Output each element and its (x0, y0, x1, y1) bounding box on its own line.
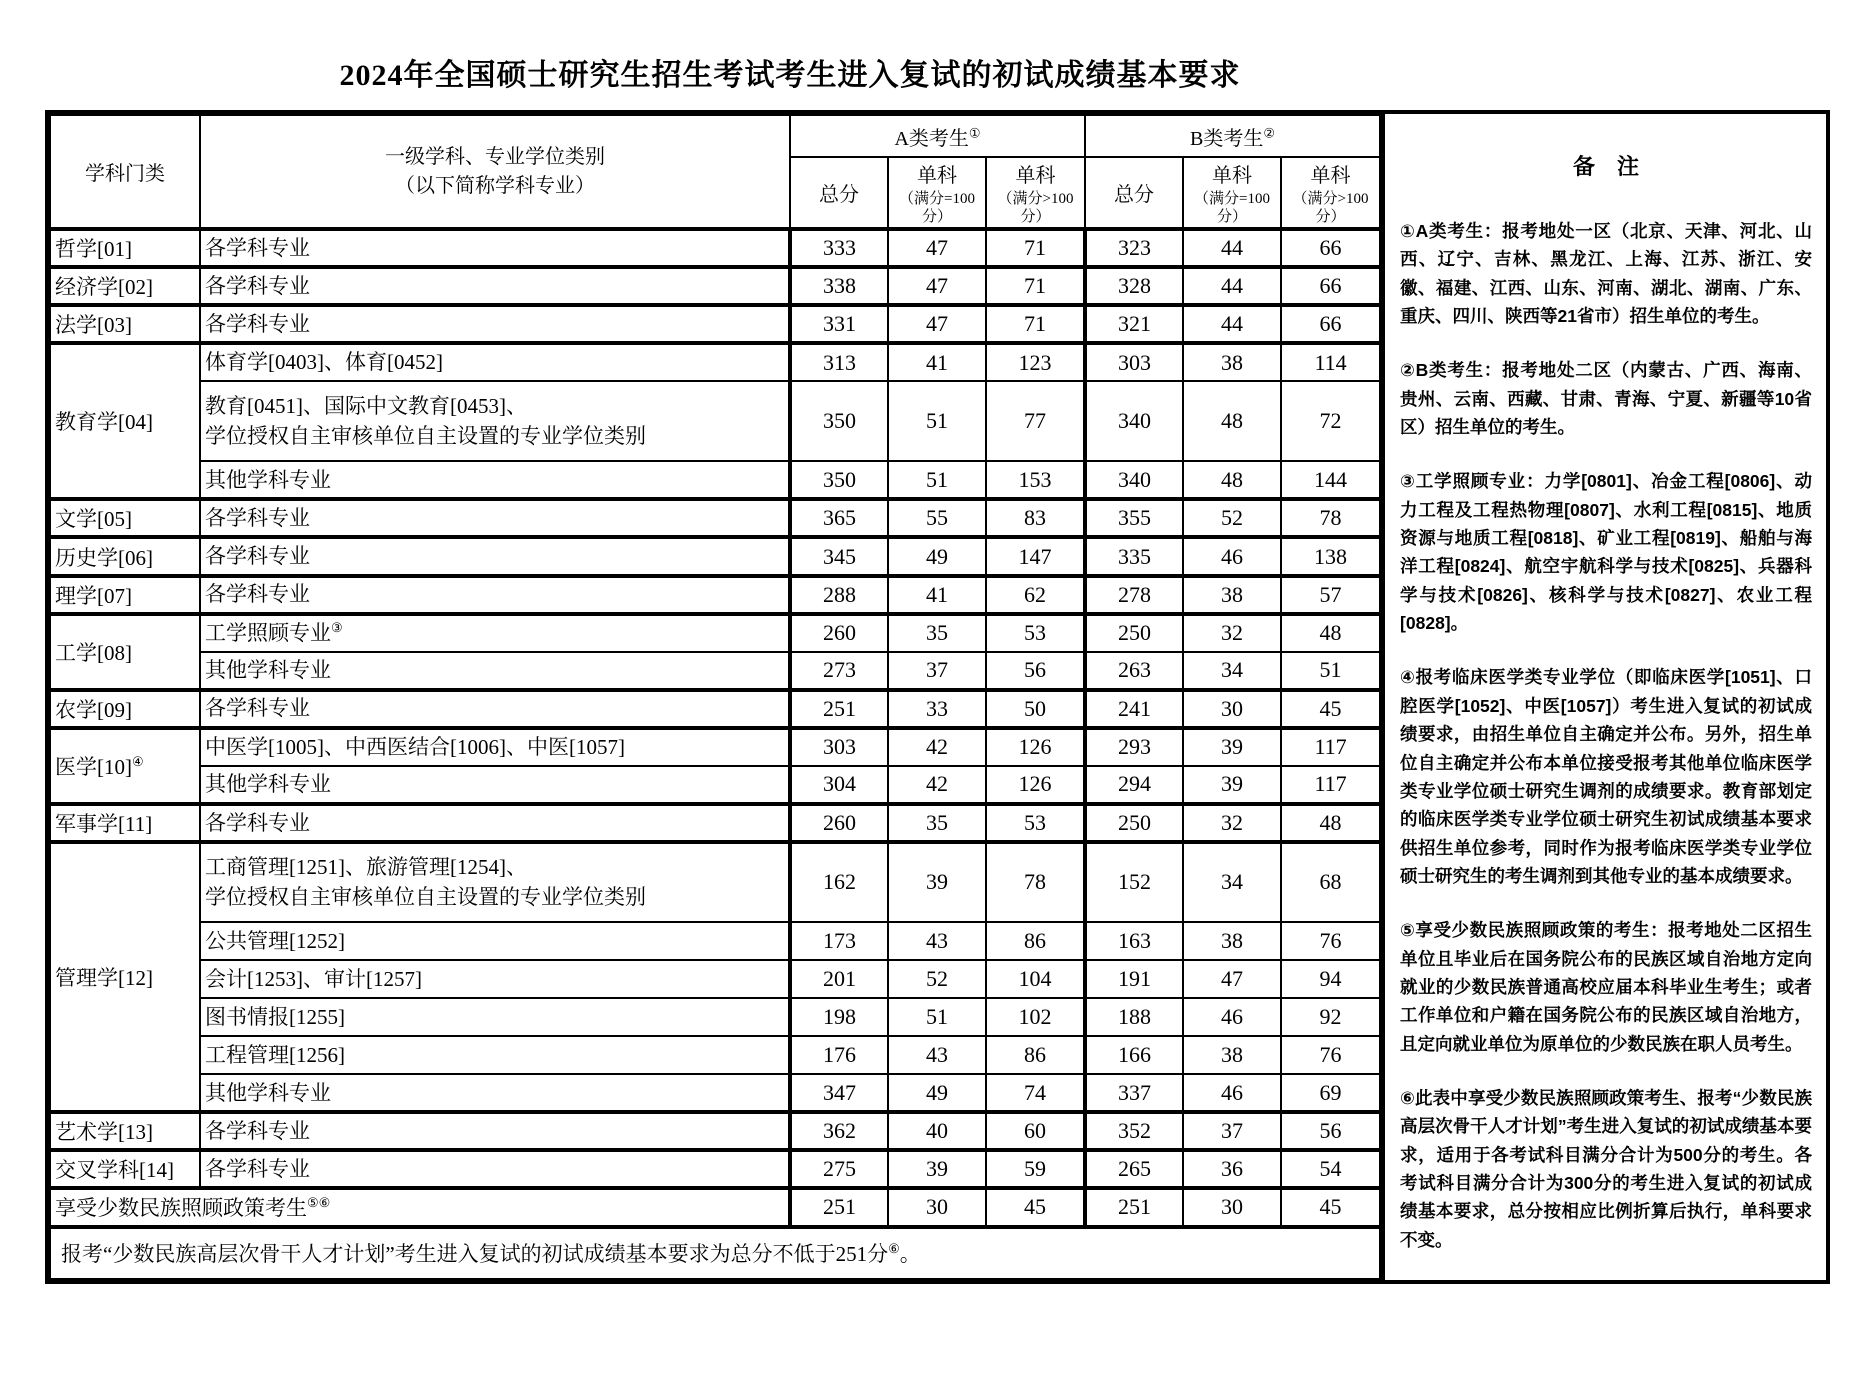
score-b-total: 294 (1085, 766, 1183, 804)
score-b-single100: 30 (1183, 690, 1281, 728)
major-cell: 各学科专业 (200, 1150, 790, 1188)
score-b-single100: 38 (1183, 922, 1281, 960)
header-a-single-eq: 单科 （满分=100分） (888, 157, 986, 229)
score-b-total: 321 (1085, 305, 1183, 343)
table-row (50, 960, 1380, 998)
category-cell: 工学[08] (50, 614, 200, 690)
score-b-single100: 46 (1183, 998, 1281, 1036)
score-a-single100: 49 (888, 1074, 986, 1112)
score-b-total: 251 (1085, 1188, 1183, 1226)
major-cell: 中医学[1005]、中西医结合[1006]、中医[1057] (200, 728, 790, 766)
score-b-total: 337 (1085, 1074, 1183, 1112)
table-row (50, 728, 1380, 766)
score-a-single100: 43 (888, 922, 986, 960)
score-a-total: 273 (790, 652, 888, 690)
score-b-single-gt100: 45 (1281, 1188, 1380, 1226)
category-cell: 交叉学科[14] (50, 1150, 200, 1188)
score-b-total: 265 (1085, 1150, 1183, 1188)
score-a-single-gt100: 77 (986, 381, 1085, 461)
score-b-total: 250 (1085, 614, 1183, 652)
remarks-panel (1381, 114, 1826, 1280)
score-a-total: 260 (790, 614, 888, 652)
score-a-single-gt100: 86 (986, 1036, 1085, 1074)
score-b-single100: 52 (1183, 499, 1281, 537)
table-row (50, 1112, 1380, 1150)
score-b-total: 323 (1085, 229, 1183, 267)
score-a-total: 347 (790, 1074, 888, 1112)
footer-row (50, 1227, 1380, 1279)
table-row (50, 804, 1380, 842)
category-cell: 哲学[01] (50, 229, 200, 267)
table-row (50, 461, 1380, 499)
major-cell: 各学科专业 (200, 537, 790, 575)
score-b-total: 241 (1085, 690, 1183, 728)
score-a-total: 176 (790, 1036, 888, 1074)
note-item: ⑤享受少数民族照顾政策的考生：报考地处二区招生单位且毕业后在国务院公布的民族区域自治地方定向就业的少数民族普通高校应届本科毕业生考生；或者工作单位和户籍在国务院公布的民族区域自治地方，且定向就业单位为原单位的少数民族在职人员考生。 (1400, 920, 1812, 1054)
major-cell: 教育[0451]、国际中文教育[0453]、 学位授权自主审核单位自主设置的专业学位类别 (200, 381, 790, 461)
score-a-total: 362 (790, 1112, 888, 1150)
score-a-single100: 43 (888, 1036, 986, 1074)
table-row (50, 766, 1380, 804)
sup-2: ② (1263, 124, 1276, 140)
table-row (50, 842, 1380, 922)
table-row (50, 998, 1380, 1036)
major-cell: 其他学科专业 (200, 461, 790, 499)
score-b-total: 340 (1085, 381, 1183, 461)
score-b-single100: 34 (1183, 652, 1281, 690)
score-a-total: 331 (790, 305, 888, 343)
score-b-single-gt100: 76 (1281, 922, 1380, 960)
header-b-single-gt: 单科 （满分>100分） (1281, 157, 1380, 229)
score-a-total: 304 (790, 766, 888, 804)
score-b-single-gt100: 114 (1281, 343, 1380, 381)
category-cell: 文学[05] (50, 499, 200, 537)
score-a-single-gt100: 50 (986, 690, 1085, 728)
score-a-single-gt100: 71 (986, 305, 1085, 343)
score-b-total: 303 (1085, 343, 1183, 381)
category-cell: 医学[10]④ (50, 728, 200, 804)
score-a-single100: 41 (888, 576, 986, 614)
category-cell: 管理学[12] (50, 842, 200, 1112)
score-b-single-gt100: 66 (1281, 305, 1380, 343)
score-a-single-gt100: 104 (986, 960, 1085, 998)
score-b-single100: 48 (1183, 461, 1281, 499)
score-a-single100: 40 (888, 1112, 986, 1150)
major-cell: 工商管理[1251]、旅游管理[1254]、 学位授权自主审核单位自主设置的专业学位类别 (200, 842, 790, 922)
score-b-total: 250 (1085, 804, 1183, 842)
score-a-single100: 33 (888, 690, 986, 728)
note-item: ⑥此表中享受少数民族照顾政策考生、报考“少数民族高层次骨干人才计划”考生进入复试的初试成绩基本要求，适用于各考试科目满分合计为500分的考生。各考试科目满分合计为300分的考生进入复试的初试成绩基本要求，总分按相应比例折算后执行，单科要求不变。 (1400, 1087, 1812, 1250)
score-b-single100: 30 (1183, 1188, 1281, 1226)
score-b-single-gt100: 144 (1281, 461, 1380, 499)
major-cell: 各学科专业 (200, 576, 790, 614)
table-row (50, 922, 1380, 960)
score-b-total: 335 (1085, 537, 1183, 575)
score-a-single-gt100: 126 (986, 766, 1085, 804)
score-table-body (50, 229, 1380, 1227)
score-a-single-gt100: 153 (986, 461, 1085, 499)
header-a-total: 总分 (790, 157, 888, 229)
score-b-single-gt100: 78 (1281, 499, 1380, 537)
score-a-single-gt100: 83 (986, 499, 1085, 537)
score-b-single-gt100: 54 (1281, 1150, 1380, 1188)
score-b-single-gt100: 69 (1281, 1074, 1380, 1112)
score-requirements-table (45, 110, 1830, 1284)
score-a-total: 162 (790, 842, 888, 922)
major-cell: 各学科专业 (200, 804, 790, 842)
table-row (50, 576, 1380, 614)
table-row (50, 1036, 1380, 1074)
major-cell: 其他学科专业 (200, 766, 790, 804)
table-row (50, 267, 1380, 305)
table-row (50, 690, 1380, 728)
score-a-total: 338 (790, 267, 888, 305)
score-a-single100: 41 (888, 343, 986, 381)
score-a-single-gt100: 74 (986, 1074, 1085, 1112)
score-b-single100: 47 (1183, 960, 1281, 998)
category-cell: 历史学[06] (50, 537, 200, 575)
sup-1: ① (968, 124, 981, 140)
table-row (50, 1074, 1380, 1112)
major-cell: 其他学科专业 (200, 652, 790, 690)
score-b-total: 191 (1085, 960, 1183, 998)
superscript: ⑤⑥ (307, 1195, 331, 1211)
score-a-total: 365 (790, 499, 888, 537)
score-a-total: 313 (790, 343, 888, 381)
category-cell: 法学[03] (50, 305, 200, 343)
score-b-single-gt100: 76 (1281, 1036, 1380, 1074)
score-a-single-gt100: 102 (986, 998, 1085, 1036)
score-a-single-gt100: 60 (986, 1112, 1085, 1150)
score-b-total: 163 (1085, 922, 1183, 960)
table-row (50, 537, 1380, 575)
score-b-single100: 32 (1183, 804, 1281, 842)
score-a-single100: 35 (888, 804, 986, 842)
score-a-single100: 37 (888, 652, 986, 690)
superscript: ④ (132, 753, 144, 769)
score-b-total: 328 (1085, 267, 1183, 305)
score-a-total: 251 (790, 1188, 888, 1226)
score-b-single100: 32 (1183, 614, 1281, 652)
table-row (50, 1188, 1380, 1226)
major-cell: 工学照顾专业③ (200, 614, 790, 652)
score-b-single100: 38 (1183, 576, 1281, 614)
score-b-total: 340 (1085, 461, 1183, 499)
score-b-total: 278 (1085, 576, 1183, 614)
score-b-total: 352 (1085, 1112, 1183, 1150)
score-a-single-gt100: 78 (986, 842, 1085, 922)
score-a-single-gt100: 71 (986, 229, 1085, 267)
superscript: ③ (331, 619, 343, 635)
category-cell: 理学[07] (50, 576, 200, 614)
header-b-single-eq: 单科 （满分=100分） (1183, 157, 1281, 229)
table-row (50, 343, 1380, 381)
score-table (49, 114, 1381, 1280)
score-b-total: 263 (1085, 652, 1183, 690)
score-b-single-gt100: 48 (1281, 614, 1380, 652)
score-a-single-gt100: 86 (986, 922, 1085, 960)
score-b-single-gt100: 66 (1281, 267, 1380, 305)
table-row (50, 499, 1380, 537)
score-b-single-gt100: 72 (1281, 381, 1380, 461)
score-a-total: 198 (790, 998, 888, 1036)
category-cell: 农学[09] (50, 690, 200, 728)
score-a-single100: 55 (888, 499, 986, 537)
header-group-row (50, 115, 1380, 157)
major-cell: 公共管理[1252] (200, 922, 790, 960)
score-a-total: 288 (790, 576, 888, 614)
major-cell: 图书情报[1255] (200, 998, 790, 1036)
header-major (200, 115, 790, 229)
score-table-header (50, 115, 1380, 229)
score-b-single100: 39 (1183, 766, 1281, 804)
score-a-single-gt100: 59 (986, 1150, 1085, 1188)
score-a-single100: 30 (888, 1188, 986, 1226)
score-a-single-gt100: 56 (986, 652, 1085, 690)
major-cell: 会计[1253]、审计[1257] (200, 960, 790, 998)
score-a-total: 275 (790, 1150, 888, 1188)
note-item: ④报考临床医学类专业学位（即临床医学[1051]、口腔医学[1052]、中医[1057]）考生进入复试的初试成绩要求，由招生单位自主确定并公布。另外，招生单位自主确定并公布本单位接受报考其他单位临床医学类专业学位硕士研究生调剂的成绩要求。教育部划定的临床医学类专业学位硕士研究生初试成绩基本要求供招生单位参考，同时作为报考临床医学类专业学位硕士研究生的考生调剂到其他专业的基本成绩要求。 (1400, 667, 1812, 886)
header-major-line2: （以下简称学科专业） (395, 174, 595, 197)
score-a-single100: 39 (888, 842, 986, 922)
score-b-total: 166 (1085, 1036, 1183, 1074)
score-b-single100: 46 (1183, 537, 1281, 575)
score-b-single100: 38 (1183, 1036, 1281, 1074)
note-item: ②B类考生：报考地处二区（内蒙古、广西、海南、贵州、云南、西藏、甘肃、青海、宁夏、新疆等10省区）招生单位的考生。 (1400, 360, 1812, 438)
major-cell: 各学科专业 (200, 1112, 790, 1150)
score-b-total: 152 (1085, 842, 1183, 922)
score-b-single-gt100: 57 (1281, 576, 1380, 614)
score-b-single100: 36 (1183, 1150, 1281, 1188)
score-a-total: 345 (790, 537, 888, 575)
score-b-single-gt100: 51 (1281, 652, 1380, 690)
score-b-single100: 37 (1183, 1112, 1281, 1150)
score-a-single100: 52 (888, 960, 986, 998)
score-a-single100: 47 (888, 229, 986, 267)
score-b-single-gt100: 45 (1281, 690, 1380, 728)
score-a-total: 333 (790, 229, 888, 267)
header-b-total: 总分 (1085, 157, 1183, 229)
score-b-single-gt100: 66 (1281, 229, 1380, 267)
score-a-single100: 51 (888, 381, 986, 461)
score-a-total: 173 (790, 922, 888, 960)
score-b-single-gt100: 94 (1281, 960, 1380, 998)
score-b-single-gt100: 117 (1281, 728, 1380, 766)
score-b-single100: 46 (1183, 1074, 1281, 1112)
score-a-single-gt100: 53 (986, 614, 1085, 652)
note-item: ③工学照顾专业：力学[0801]、冶金工程[0806]、动力工程及工程热物理[0807]、水利工程[0815]、地质资源与地质工程[0818]、矿业工程[0819]、船舶与海洋工程[0824]、航空宇航科学与技术[0825]、兵器科学与技术[0826]、核科学与技术[0827]、农业工程[0828]。 (1400, 471, 1812, 634)
header-group-a: A类考生① (790, 115, 1085, 157)
score-b-single100: 39 (1183, 728, 1281, 766)
major-cell: 各学科专业 (200, 229, 790, 267)
header-group-b: B类考生② (1085, 115, 1380, 157)
score-b-single-gt100: 68 (1281, 842, 1380, 922)
score-b-single100: 44 (1183, 229, 1281, 267)
score-a-single100: 51 (888, 461, 986, 499)
remarks-list (1400, 217, 1812, 1254)
sup-6: ⑥ (888, 1241, 900, 1257)
note-item: ①A类考生：报考地处一区（北京、天津、河北、山西、辽宁、吉林、黑龙江、上海、江苏、浙江、安徽、福建、江西、山东、河南、湖北、湖南、广东、重庆、四川、陕西等21省市）招生单位的考生。 (1400, 221, 1812, 327)
header-major-line1: 一级学科、专业学位类别 (385, 145, 605, 168)
page-title: 2024年全国硕士研究生招生考试考生进入复试的初试成绩基本要求 (339, 59, 1241, 92)
score-b-total: 293 (1085, 728, 1183, 766)
score-b-total: 355 (1085, 499, 1183, 537)
score-b-single100: 44 (1183, 267, 1281, 305)
score-a-single100: 39 (888, 1150, 986, 1188)
table-row (50, 614, 1380, 652)
major-cell: 其他学科专业 (200, 1074, 790, 1112)
table-row (50, 229, 1380, 267)
score-b-single100: 48 (1183, 381, 1281, 461)
score-b-single100: 44 (1183, 305, 1281, 343)
major-cell: 各学科专业 (200, 305, 790, 343)
score-b-single100: 38 (1183, 343, 1281, 381)
major-cell: 各学科专业 (200, 690, 790, 728)
score-a-total: 201 (790, 960, 888, 998)
score-a-total: 350 (790, 461, 888, 499)
table-row (50, 381, 1380, 461)
score-a-single100: 47 (888, 305, 986, 343)
major-cell: 各学科专业 (200, 267, 790, 305)
major-cell: 各学科专业 (200, 499, 790, 537)
score-b-single-gt100: 56 (1281, 1112, 1380, 1150)
table-row (50, 1150, 1380, 1188)
score-a-single100: 51 (888, 998, 986, 1036)
category-cell: 经济学[02] (50, 267, 200, 305)
score-a-single-gt100: 123 (986, 343, 1085, 381)
score-a-single-gt100: 126 (986, 728, 1085, 766)
score-a-single100: 49 (888, 537, 986, 575)
category-wide-cell: 享受少数民族照顾政策考生⑤⑥ (50, 1188, 790, 1226)
score-a-total: 251 (790, 690, 888, 728)
score-a-single-gt100: 53 (986, 804, 1085, 842)
category-cell: 艺术学[13] (50, 1112, 200, 1150)
score-a-single-gt100: 147 (986, 537, 1085, 575)
score-b-single-gt100: 117 (1281, 766, 1380, 804)
score-a-total: 260 (790, 804, 888, 842)
header-category: 学科门类 (50, 115, 200, 229)
category-cell: 教育学[04] (50, 343, 200, 499)
score-b-single-gt100: 48 (1281, 804, 1380, 842)
score-a-single100: 42 (888, 728, 986, 766)
score-a-single-gt100: 45 (986, 1188, 1085, 1226)
score-a-single-gt100: 62 (986, 576, 1085, 614)
table-row (50, 305, 1380, 343)
remarks-header: 备 注 (1573, 154, 1640, 179)
major-cell: 体育学[0403]、体育[0452] (200, 343, 790, 381)
score-b-single100: 34 (1183, 842, 1281, 922)
score-b-total: 188 (1085, 998, 1183, 1036)
footer-note-cell: 报考“少数民族高层次骨干人才计划”考生进入复试的初试成绩基本要求为总分不低于251分⑥。 (50, 1227, 1380, 1279)
score-a-total: 350 (790, 381, 888, 461)
major-cell: 工程管理[1256] (200, 1036, 790, 1074)
score-b-single-gt100: 138 (1281, 537, 1380, 575)
header-a-single-gt: 单科 （满分>100分） (986, 157, 1085, 229)
score-b-single-gt100: 92 (1281, 998, 1380, 1036)
score-a-single100: 42 (888, 766, 986, 804)
score-a-total: 303 (790, 728, 888, 766)
score-a-single100: 35 (888, 614, 986, 652)
score-a-single-gt100: 71 (986, 267, 1085, 305)
category-cell: 军事学[11] (50, 804, 200, 842)
score-a-single100: 47 (888, 267, 986, 305)
score-table-footer (50, 1227, 1380, 1279)
table-row (50, 652, 1380, 690)
